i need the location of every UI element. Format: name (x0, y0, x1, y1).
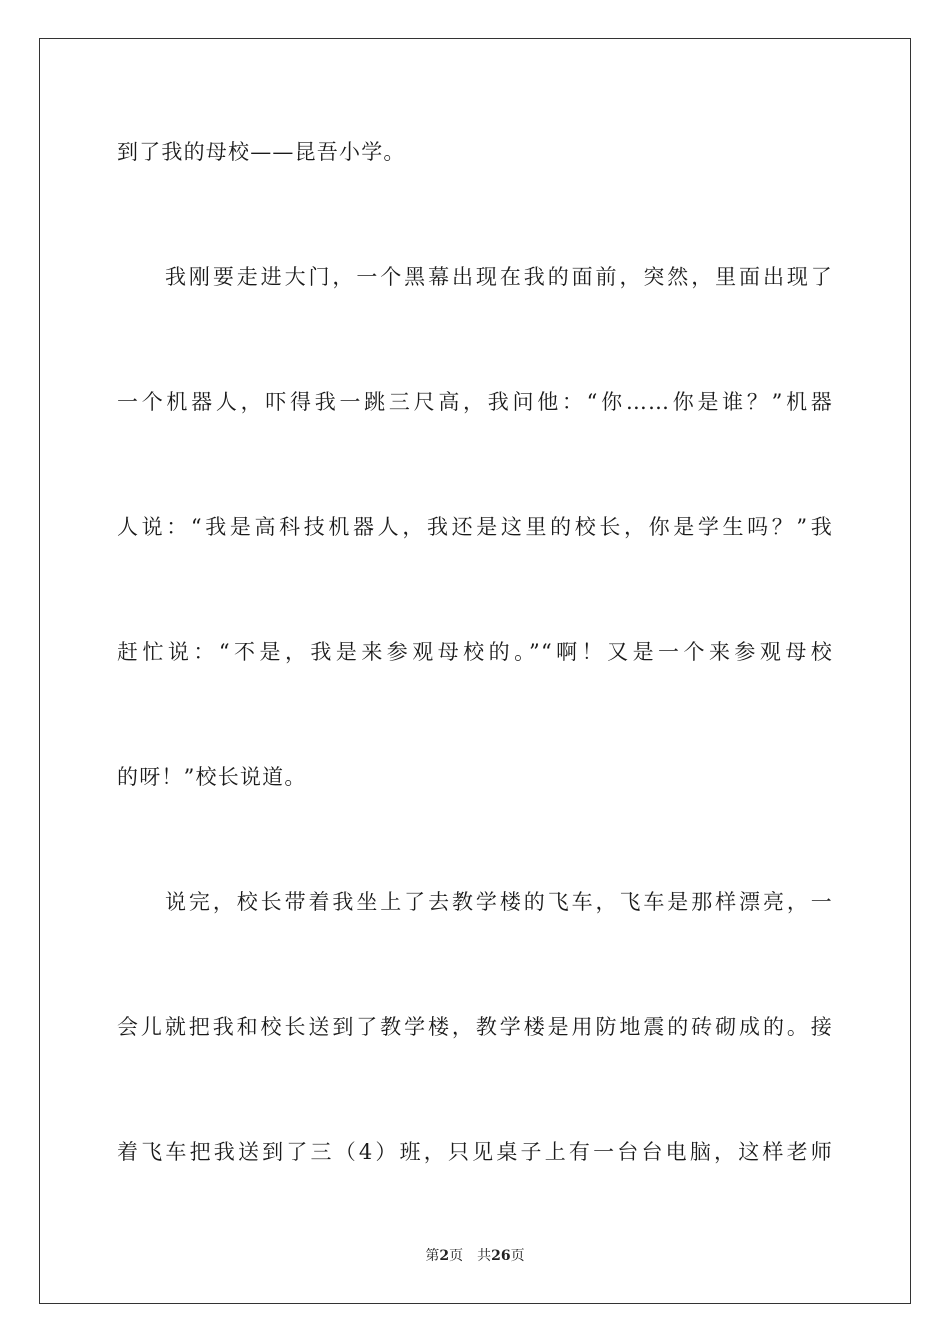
page-number: 2 (439, 1248, 450, 1264)
total-suffix: 页 (510, 1248, 525, 1264)
page-suffix: 页 (449, 1248, 464, 1264)
total-pages: 26 (491, 1248, 511, 1264)
text-line-2: 我刚要走进大门，一个黑幕出现在我的面前，突然，里面出现了 (165, 265, 833, 289)
text-line-5: 赶忙说：“不是，我是来参观母校的。”“啊！又是一个来参观母校 (117, 640, 833, 664)
text-line-1: 到了我的母校——昆吾小学。 (117, 140, 406, 164)
page-prefix: 第 (425, 1248, 440, 1264)
text-line-9: 着飞车把我送到了三（4）班，只见桌子上有一台台电脑，这样老师 (117, 1140, 833, 1164)
text-line-8: 会儿就把我和校长送到了教学楼，教学楼是用防地震的砖砌成的。接 (117, 1015, 833, 1039)
text-line-7: 说完，校长带着我坐上了去教学楼的飞车，飞车是那样漂亮，一 (165, 890, 833, 914)
text-line-6: 的呀！”校长说道。 (117, 765, 307, 789)
text-line-3: 一个机器人，吓得我一跳三尺高，我问他：“你……你是谁？”机器 (117, 390, 833, 414)
page-footer (0, 1246, 950, 1266)
page-border (39, 38, 911, 1304)
total-prefix: 共 (477, 1248, 492, 1264)
text-line-4: 人说：“我是高科技机器人，我还是这里的校长，你是学生吗？”我 (117, 515, 833, 539)
